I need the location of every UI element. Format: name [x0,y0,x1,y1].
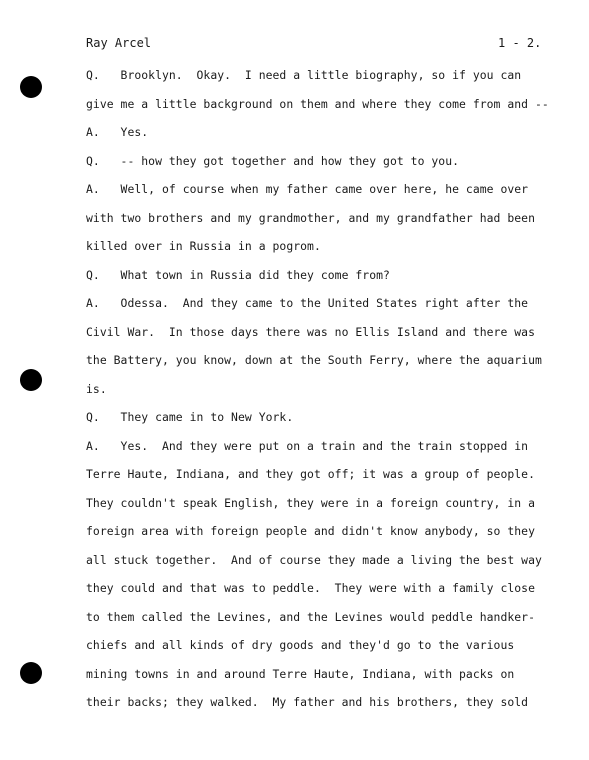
text-line: Terre Haute, Indiana, and they got off; it was a group of people. [86,467,536,481]
text-line: Q. Brooklyn. Okay. I need a little biography, so if you can [86,68,522,82]
text-line: to them called the Levines, and the Levines would peddle handker- [86,610,536,624]
text-line: A. Odessa. And they came to the United States right after the [86,296,529,310]
text-line: is. [86,382,107,396]
text-line: the Battery, you know, down at the South Ferry, where the aquarium [86,353,542,367]
text-line: mining towns in and around Terre Haute, Indiana, with packs on [86,667,515,681]
text-line: A. Yes. [86,125,149,139]
text-line: killed over in Russia in a pogrom. [86,239,321,253]
page-number: 1 - 2. [498,36,542,50]
punch-hole [20,76,42,98]
text-line: with two brothers and my grandmother, and my grandfather had been [86,211,536,225]
text-line: A. Well, of course when my father came over here, he came over [86,182,529,196]
text-line: their backs; they walked. My father and his brothers, they sold [86,695,529,709]
text-line: foreign area with foreign people and didn't know anybody, so they [86,524,536,538]
text-line: give me a little background on them and where they come from and -- [86,97,549,111]
text-line: Q. They came in to New York. [86,410,294,424]
punch-hole [20,369,42,391]
text-line: Q. -- how they got together and how they got to you. [86,154,460,168]
text-line: they could and that was to peddle. They were with a family close [86,581,536,595]
header-name: Ray Arcel [86,36,152,50]
text-line: chiefs and all kinds of dry goods and they'd go to the various [86,638,515,652]
text-line: all stuck together. And of course they made a living the best way [86,553,542,567]
text-line: They couldn't speak English, they were in a foreign country, in a [86,496,536,510]
text-line: A. Yes. And they were put on a train and the train stopped in [86,439,529,453]
text-line: Q. What town in Russia did they come from? [86,268,390,282]
punch-hole [20,662,42,684]
text-line: Civil War. In those days there was no Ellis Island and there was [86,325,536,339]
